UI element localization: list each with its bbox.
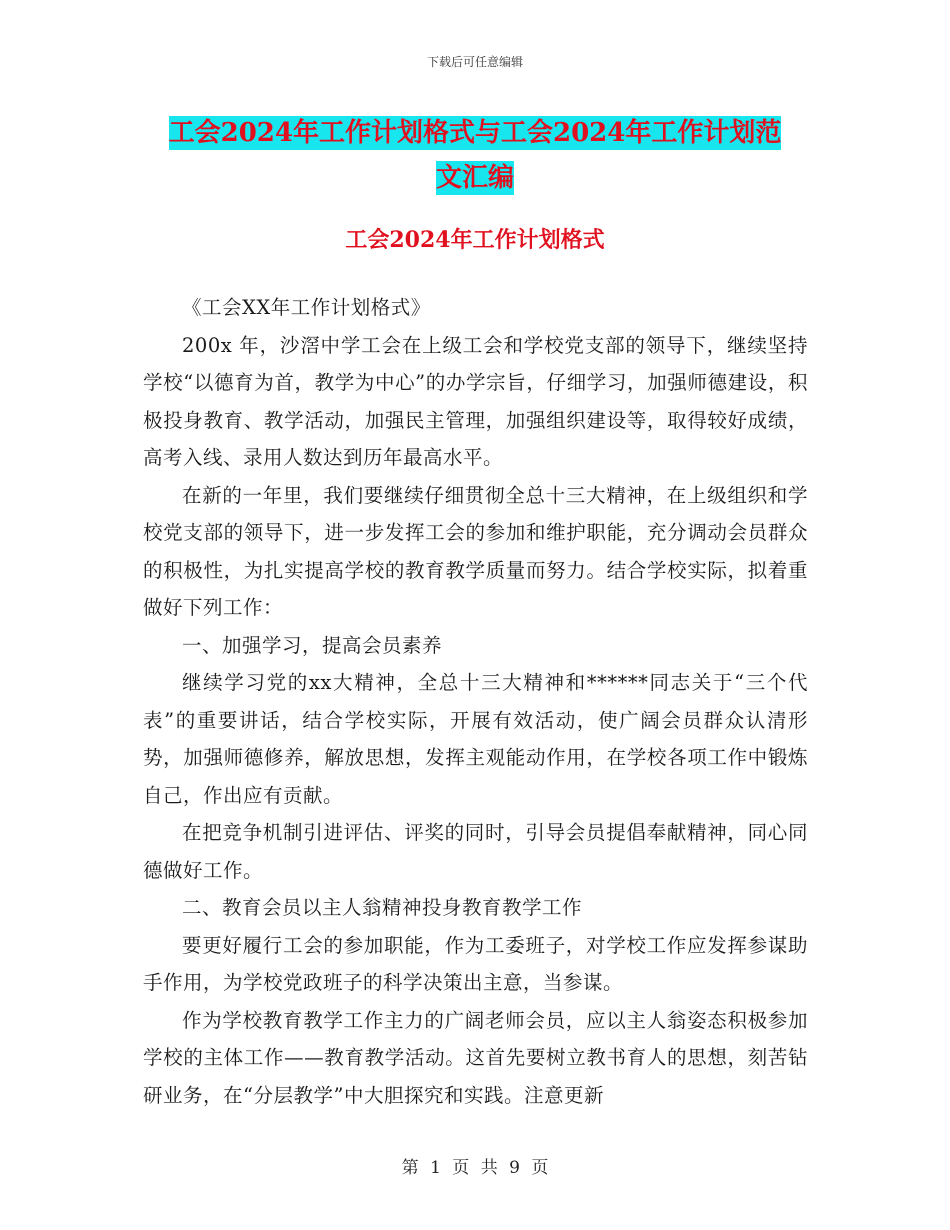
paragraph: 在新的一年里，我们要继续仔细贯彻全总十三大精神，在上级组织和学校党支部的领导下，进一步发挥工会的参加和维护职能，充分调动会员群众的积极性，为扎实提高学校的教育教学质量而努力。结合学校实际，拟着重做好下列工作： <box>143 483 808 619</box>
section-heading: 二、教育会员以主人翁精神投身教育教学工作 <box>182 896 583 919</box>
paragraph: 在把竞争机制引进评估、评奖的同时，引导会员提倡奉献精神，同心同德做好工作。 <box>143 821 808 882</box>
section-heading: 一、加强学习，提高会员素养 <box>182 633 443 657</box>
title-line-2-text: 文汇编 <box>435 163 514 193</box>
paragraph: 作为学校教育教学工作主力的广阔老师会员，应以主人翁姿态积极参加学校的主体工作——教育教学活动。这首先要树立教书育人的思想，刻苦钻研业务，在“分层教学”中大胆探究和实践。注意更新 <box>143 1008 808 1107</box>
paragraph: 继续学习党的xx大精神，全总十三大精神和******同志关于“三个代表”的重要讲话，结合学校实际，开展有效活动，使广阔会员群众认清形势，加强师德修养，解放思想，发挥主观能动作用，在学校各项工作中锻炼自己，作出应有贡献。 <box>143 671 808 807</box>
document-title-line-2 <box>0 157 950 194</box>
paragraph: 200x 年，沙滘中学工会在上级工会和学校党支部的领导下，继续坚持学校“以德育为首，教学为中心”的办学宗旨，仔细学习，加强师德建设，积极投身教育、教学活动，加强民主管理，加强组织建设等，取得较好成绩，高考入线、录用人数达到历年最高水平。 <box>143 333 808 469</box>
title-line-1-text: 工会2024年工作计划格式与工会2024年工作计划范 <box>168 118 782 148</box>
paragraph: 《工会XX年工作计划格式》 <box>182 296 431 319</box>
paragraph: 要更好履行工会的参加职能，作为工委班子，对学校工作应发挥参谋助手作用，为学校党政班子的科学决策出主意，当参谋。 <box>143 933 808 994</box>
page-header-note: 下载后可任意编辑 <box>426 55 523 69</box>
page-number-footer: 第 1 页 共 9 页 <box>401 1158 549 1178</box>
document-body <box>143 289 808 1114</box>
document-title-line-1 <box>0 112 950 149</box>
section-subtitle: 工会2024年工作计划格式 <box>345 227 605 253</box>
